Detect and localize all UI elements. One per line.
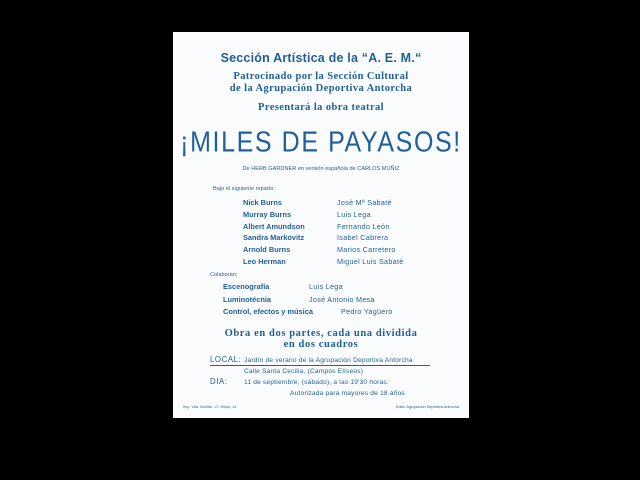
age-restriction: Autorizada para mayores de 18 años <box>290 390 405 397</box>
actor-name: Luis Lega <box>337 209 371 219</box>
cast-row <box>243 257 443 269</box>
actor-name: Miguel Luis Sabaté <box>337 256 404 266</box>
actor-name: Isabel Cabrera <box>337 233 389 243</box>
cast-row <box>243 210 443 222</box>
local-line-2: Calle Santa Cecilia, (Campos Elíseos) <box>244 368 364 375</box>
crew-role: Control, efectos y música <box>223 307 313 316</box>
cast-row <box>243 233 443 245</box>
presents-line: Presentará la obra teatral <box>258 102 384 113</box>
crew-role: Luminotécnia <box>223 294 272 304</box>
section-heading: Sección Artística de la “A. E. M.“ <box>220 51 422 65</box>
crew-list <box>223 282 443 320</box>
parts-line-1: Obra en dos partes, cada una dividida <box>224 328 418 339</box>
character-name: Arnold Burns <box>243 245 291 255</box>
crew-member-name: Luis Lega <box>309 282 343 291</box>
character-name: Albert Amundson <box>243 221 305 231</box>
local-line-1: Jardín de verano de la Agrupación Deportiva Antorcha <box>244 357 413 364</box>
sponsor-line-2: de la Agrupación Deportiva Antorcha <box>229 83 413 94</box>
cast-row <box>243 245 443 257</box>
sponsor-line-1: Patrocinado por la Sección Cultural <box>233 71 409 82</box>
actor-name: Fernando León <box>337 221 390 231</box>
actor-name: José Mª Sabaté <box>337 198 392 207</box>
crew-row <box>223 295 443 308</box>
actor-name: Marios Carretero <box>337 245 396 255</box>
cast-row <box>243 222 443 234</box>
character-name: Sandra Markovitz <box>243 233 305 243</box>
crew-row <box>223 307 443 320</box>
printer-credit: Imp. Vda. Bonilla - C/ Jesús, 14 <box>183 405 237 409</box>
author-credit: De HERB GARDNER en versión española de CARLOS MUÑIZ <box>242 166 400 172</box>
crew-intro: Colaboran: <box>210 272 238 278</box>
cast-intro: Bajo el siguiente reparto: <box>213 186 275 192</box>
character-name: Murray Burns <box>243 209 292 219</box>
dia-label: DIA: <box>210 377 228 386</box>
cast-row <box>243 198 443 210</box>
parts-line-2: en dos cuadros <box>283 339 359 350</box>
dia-text: 11 de septiembre, (sábado), a las 19'30 horas. <box>244 379 389 386</box>
play-title: ¡MILES DE PAYASOS! <box>180 126 462 159</box>
program-sheet <box>173 32 469 418</box>
crew-role: Escenografía <box>223 282 270 291</box>
parts-note <box>173 328 469 350</box>
publisher-credit: Edita: Agrupación Deportiva Antorcha <box>395 405 459 409</box>
crew-row <box>223 282 443 295</box>
divider <box>210 365 430 366</box>
crew-member-name: Pedro Yagüero <box>341 307 393 316</box>
local-label: LOCAL: <box>210 355 242 364</box>
character-name: Nick Burns <box>243 198 283 207</box>
character-name: Leo Herman <box>243 256 286 266</box>
crew-member-name: José Antonio Mesa <box>309 294 375 304</box>
cast-list <box>243 198 443 269</box>
sponsor-text <box>173 71 469 95</box>
